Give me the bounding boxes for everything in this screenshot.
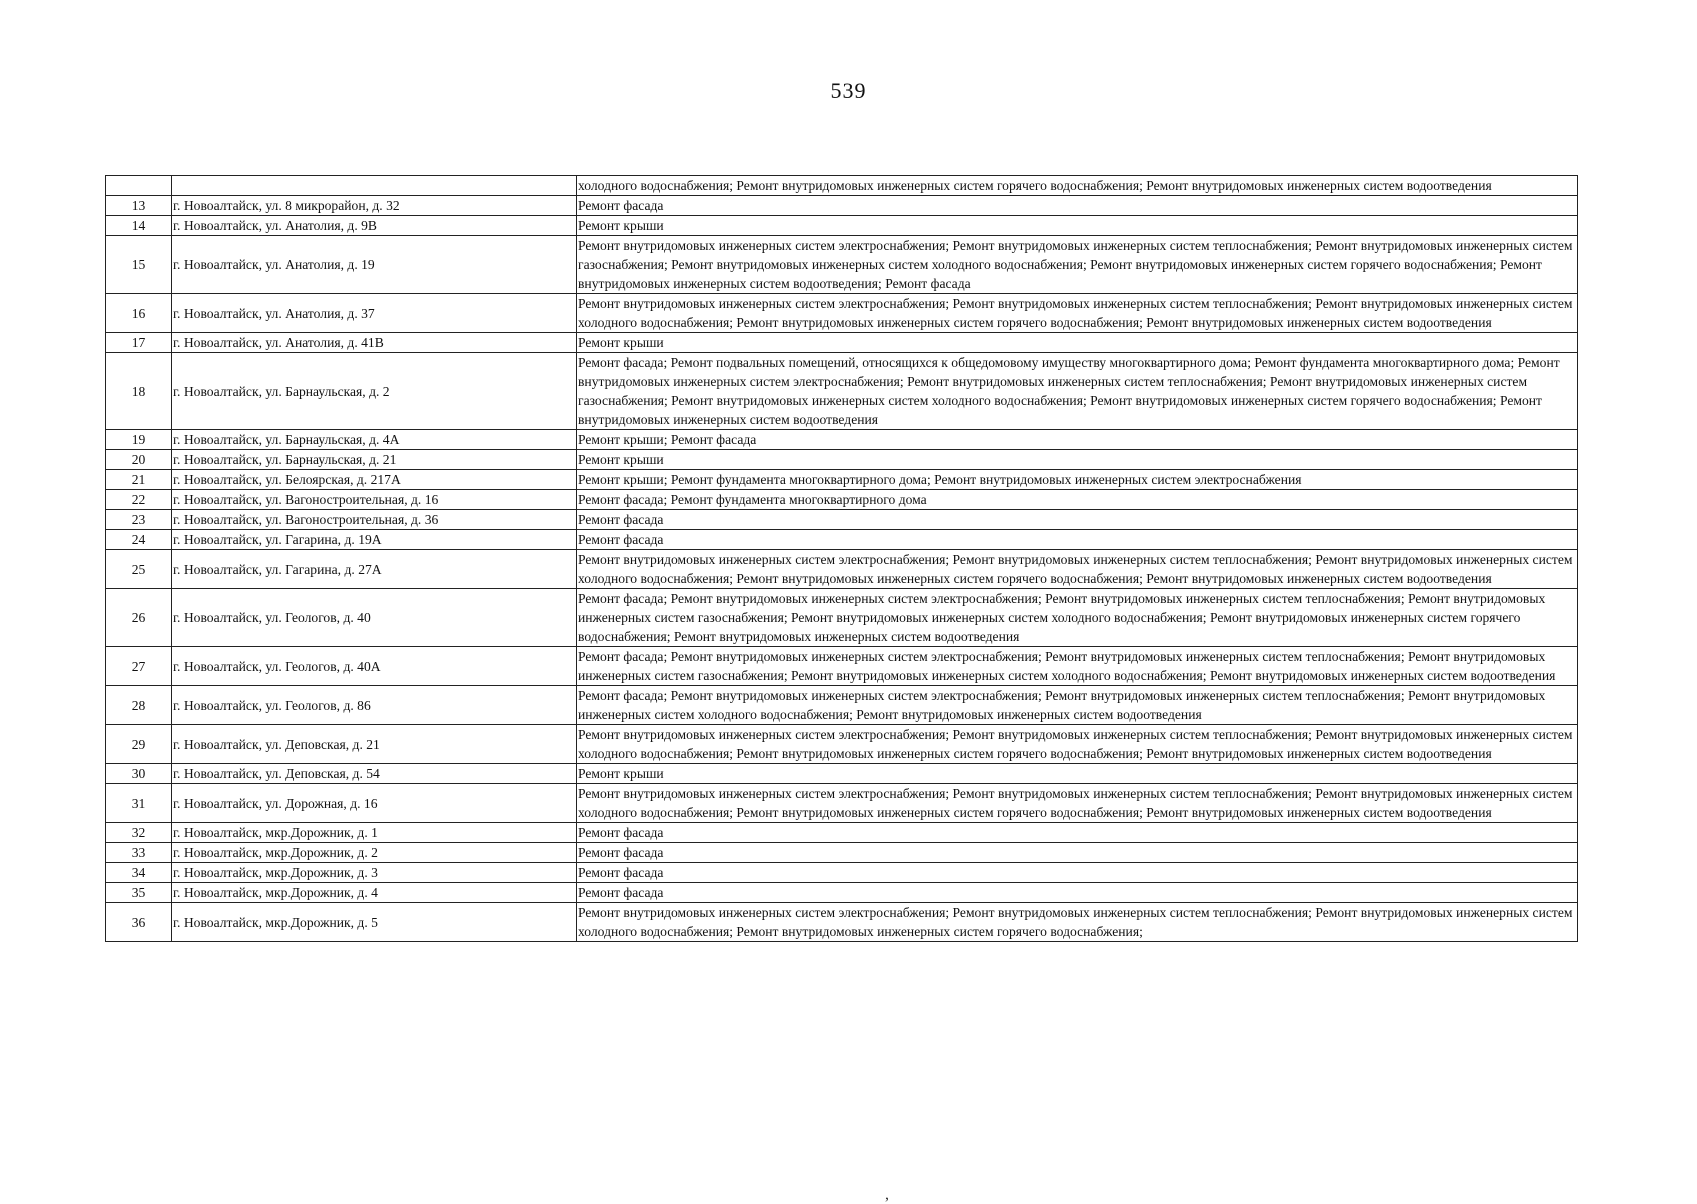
row-works: Ремонт крыши; Ремонт фундамента многоквартирного дома; Ремонт внутридомовых инженерных систем электроснабжения [577, 470, 1578, 490]
row-address: г. Новоалтайск, ул. Дорожная, д. 16 [172, 784, 577, 823]
row-works: холодного водоснабжения; Ремонт внутридомовых инженерных систем горячего водоснабжения; Ремонт внутридомовых инженерных систем водоотведения [577, 176, 1578, 196]
row-works: Ремонт фасада [577, 883, 1578, 903]
row-works: Ремонт крыши [577, 216, 1578, 236]
row-number: 31 [106, 784, 172, 823]
table-row [106, 863, 1578, 883]
table-row [106, 470, 1578, 490]
row-works: Ремонт фасада [577, 843, 1578, 863]
row-works: Ремонт крыши [577, 333, 1578, 353]
row-number: 32 [106, 823, 172, 843]
row-works: Ремонт внутридомовых инженерных систем электроснабжения; Ремонт внутридомовых инженерных систем теплоснабжения; Ремонт внутридомовых инженерных систем холодного водоснабжения; Ремонт внутридомовых инженерных систем горячего водоснабжения; Ремонт внутридомовых инженерных систем водоотведения [577, 294, 1578, 333]
table-row [106, 550, 1578, 589]
row-works: Ремонт фасада; Ремонт подвальных помещений, относящихся к общедомовому имуществу многоквартирного дома; Ремонт фундамента многоквартирного дома; Ремонт внутридомовых инженерных систем электроснабжения; Ремонт внутридомовых инженерных систем теплоснабжения; Ремонт внутридомовых инженерных систем газоснабжения; Ремонт внутридомовых инженерных систем холодного водоснабжения; Ремонт внутридомовых инженерных систем горячего водоснабжения; Ремонт внутридомовых инженерных систем водоотведения [577, 353, 1578, 430]
table-row [106, 510, 1578, 530]
row-number: 23 [106, 510, 172, 530]
row-number: 13 [106, 196, 172, 216]
row-number: 21 [106, 470, 172, 490]
row-works: Ремонт фасада [577, 196, 1578, 216]
row-number: 36 [106, 903, 172, 942]
row-works: Ремонт внутридомовых инженерных систем электроснабжения; Ремонт внутридомовых инженерных систем теплоснабжения; Ремонт внутридомовых инженерных систем газоснабжения; Ремонт внутридомовых инженерных систем холодного водоснабжения; Ремонт внутридомовых инженерных систем горячего водоснабжения; Ремонт внутридомовых инженерных систем водоотведения; Ремонт фасада [577, 236, 1578, 294]
row-number: 20 [106, 450, 172, 470]
row-number: 34 [106, 863, 172, 883]
row-address: г. Новоалтайск, ул. Барнаульская, д. 21 [172, 450, 577, 470]
row-number [106, 176, 172, 196]
row-works: Ремонт крыши; Ремонт фасада [577, 430, 1578, 450]
table-row [106, 353, 1578, 430]
table-row [106, 843, 1578, 863]
row-address: г. Новоалтайск, мкр.Дорожник, д. 3 [172, 863, 577, 883]
row-number: 17 [106, 333, 172, 353]
table-row [106, 647, 1578, 686]
table-row [106, 686, 1578, 725]
works-table [105, 175, 1578, 942]
row-address: г. Новоалтайск, ул. Деповская, д. 21 [172, 725, 577, 764]
row-works: Ремонт фасада [577, 510, 1578, 530]
table-row [106, 430, 1578, 450]
row-address: г. Новоалтайск, ул. Гагарина, д. 27А [172, 550, 577, 589]
table-row [106, 883, 1578, 903]
row-works: Ремонт внутридомовых инженерных систем электроснабжения; Ремонт внутридомовых инженерных систем теплоснабжения; Ремонт внутридомовых инженерных систем холодного водоснабжения; Ремонт внутридомовых инженерных систем горячего водоснабжения; Ремонт внутридомовых инженерных систем водоотведения [577, 550, 1578, 589]
table-body [106, 176, 1578, 942]
row-works: Ремонт фасада; Ремонт внутридомовых инженерных систем электроснабжения; Ремонт внутридомовых инженерных систем теплоснабжения; Ремонт внутридомовых инженерных систем холодного водоснабжения; Ремонт внутридомовых инженерных систем водоотведения [577, 686, 1578, 725]
row-address: г. Новоалтайск, ул. Анатолия, д. 9В [172, 216, 577, 236]
table-row [106, 903, 1578, 942]
table-row [106, 823, 1578, 843]
table-row [106, 196, 1578, 216]
row-address: г. Новоалтайск, ул. Барнаульская, д. 2 [172, 353, 577, 430]
row-number: 33 [106, 843, 172, 863]
row-address: г. Новоалтайск, ул. Деповская, д. 54 [172, 764, 577, 784]
table-row [106, 294, 1578, 333]
row-number: 18 [106, 353, 172, 430]
row-number: 19 [106, 430, 172, 450]
row-number: 22 [106, 490, 172, 510]
row-works: Ремонт фасада; Ремонт фундамента многоквартирного дома [577, 490, 1578, 510]
row-number: 26 [106, 589, 172, 647]
table-row [106, 530, 1578, 550]
table-row [106, 333, 1578, 353]
row-works: Ремонт внутридомовых инженерных систем электроснабжения; Ремонт внутридомовых инженерных систем теплоснабжения; Ремонт внутридомовых инженерных систем холодного водоснабжения; Ремонт внутридомовых инженерных систем горячего водоснабжения; [577, 903, 1578, 942]
row-number: 35 [106, 883, 172, 903]
row-address: г. Новоалтайск, ул. Анатолия, д. 41В [172, 333, 577, 353]
table-row [106, 764, 1578, 784]
row-number: 14 [106, 216, 172, 236]
table-row [106, 725, 1578, 764]
row-number: 15 [106, 236, 172, 294]
row-number: 28 [106, 686, 172, 725]
row-number: 27 [106, 647, 172, 686]
row-works: Ремонт фасада; Ремонт внутридомовых инженерных систем электроснабжения; Ремонт внутридомовых инженерных систем теплоснабжения; Ремонт внутридомовых инженерных систем газоснабжения; Ремонт внутридомовых инженерных систем холодного водоснабжения; Ремонт внутридомовых инженерных систем горячего водоснабжения; Ремонт внутридомовых инженерных систем водоотведения [577, 589, 1578, 647]
row-works: Ремонт крыши [577, 450, 1578, 470]
table-row-continuation [106, 176, 1578, 196]
row-number: 16 [106, 294, 172, 333]
row-works: Ремонт внутридомовых инженерных систем электроснабжения; Ремонт внутридомовых инженерных систем теплоснабжения; Ремонт внутридомовых инженерных систем холодного водоснабжения; Ремонт внутридомовых инженерных систем горячего водоснабжения; Ремонт внутридомовых инженерных систем водоотведения [577, 725, 1578, 764]
row-address: г. Новоалтайск, мкр.Дорожник, д. 1 [172, 823, 577, 843]
row-address: г. Новоалтайск, ул. Барнаульская, д. 4А [172, 430, 577, 450]
row-address [172, 176, 577, 196]
page-number: 539 [830, 78, 867, 103]
table-row [106, 216, 1578, 236]
row-works: Ремонт внутридомовых инженерных систем электроснабжения; Ремонт внутридомовых инженерных систем теплоснабжения; Ремонт внутридомовых инженерных систем холодного водоснабжения; Ремонт внутридомовых инженерных систем горячего водоснабжения; Ремонт внутридомовых инженерных систем водоотведения [577, 784, 1578, 823]
table-row [106, 784, 1578, 823]
row-address: г. Новоалтайск, ул. Вагоностроительная, д. 36 [172, 510, 577, 530]
row-works: Ремонт крыши [577, 764, 1578, 784]
row-number: 25 [106, 550, 172, 589]
table-row [106, 490, 1578, 510]
row-address: г. Новоалтайск, ул. Гагарина, д. 19А [172, 530, 577, 550]
row-address: г. Новоалтайск, ул. 8 микрорайон, д. 32 [172, 196, 577, 216]
row-address: г. Новоалтайск, ул. Геологов, д. 40А [172, 647, 577, 686]
row-number: 30 [106, 764, 172, 784]
row-works: Ремонт фасада [577, 530, 1578, 550]
row-works: Ремонт фасада; Ремонт внутридомовых инженерных систем электроснабжения; Ремонт внутридомовых инженерных систем теплоснабжения; Ремонт внутридомовых инженерных систем газоснабжения; Ремонт внутридомовых инженерных систем холодного водоснабжения; Ремонт внутридомовых инженерных систем водоотведения [577, 647, 1578, 686]
row-works: Ремонт фасада [577, 823, 1578, 843]
row-address: г. Новоалтайск, мкр.Дорожник, д. 4 [172, 883, 577, 903]
row-address: г. Новоалтайск, ул. Анатолия, д. 37 [172, 294, 577, 333]
row-address: г. Новоалтайск, ул. Белоярская, д. 217А [172, 470, 577, 490]
row-address: г. Новоалтайск, мкр.Дорожник, д. 5 [172, 903, 577, 942]
table-row [106, 589, 1578, 647]
table-row [106, 450, 1578, 470]
row-address: г. Новоалтайск, мкр.Дорожник, д. 2 [172, 843, 577, 863]
table-row [106, 236, 1578, 294]
row-works: Ремонт фасада [577, 863, 1578, 883]
row-address: г. Новоалтайск, ул. Геологов, д. 40 [172, 589, 577, 647]
row-address: г. Новоалтайск, ул. Вагоностроительная, д. 16 [172, 490, 577, 510]
row-address: г. Новоалтайск, ул. Геологов, д. 86 [172, 686, 577, 725]
row-number: 29 [106, 725, 172, 764]
row-address: г. Новоалтайск, ул. Анатолия, д. 19 [172, 236, 577, 294]
scan-speck: , [885, 1186, 889, 1203]
row-number: 24 [106, 530, 172, 550]
